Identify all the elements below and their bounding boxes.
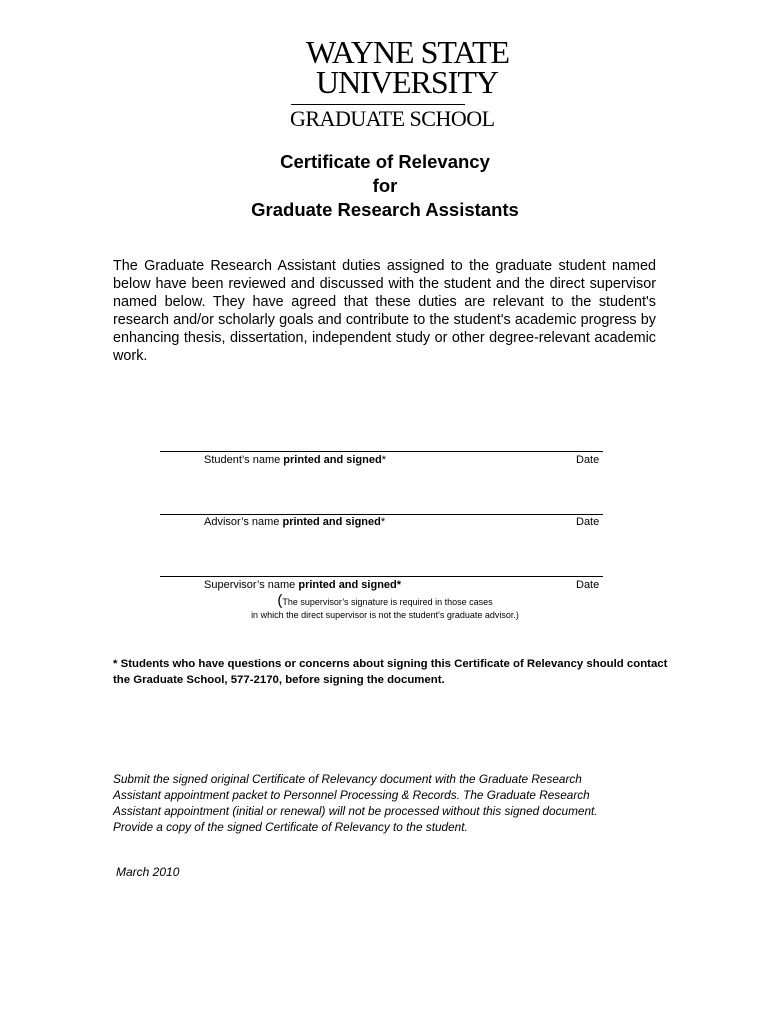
page-title-line-2: for — [372, 175, 398, 196]
submission-line-3: Assistant appointment (initial or renewal) will not be processed without this signed document. — [113, 804, 598, 818]
revision-date: March 2010 — [116, 865, 180, 879]
advisor-date-label: Date — [576, 516, 600, 528]
submission-line-1: Submit the signed original Certificate of Relevancy document with the Graduate Research — [113, 772, 582, 786]
student-date-label: Date — [576, 454, 600, 466]
supervisor-date-label: Date — [576, 579, 600, 591]
supervisor-note-line-1 — [0, 594, 770, 609]
page-title-line-3: Graduate Research Assistants — [251, 199, 519, 220]
logo-line-wayne-state: WAYNE STATE — [306, 34, 510, 70]
advisor-label-asterisk: * — [380, 516, 386, 528]
intro-paragraph: The Graduate Research Assistant duties assigned to the graduate student named below have been reviewed and discussed with the student and the direct supervisor named below. They have agreed that these duties are relevant to the student's research and/or scholarly goals and contribute to the student's academic progress by enhancing thesis, dissertation, independent study or other degree-relevant academic work. — [113, 258, 656, 365]
student-signature-label — [204, 453, 386, 467]
logo-divider — [291, 104, 465, 105]
supervisor-label-emphasis: printed and signed* — [298, 579, 402, 591]
advisor-signature-label — [204, 515, 385, 529]
note-open-paren: ( — [277, 592, 283, 609]
logo-line-graduate-school: GRADUATE SCHOOL — [290, 106, 495, 131]
advisor-label-prefix: Advisor’s name — [204, 516, 283, 528]
student-label-prefix: Student’s name — [204, 454, 284, 466]
student-label-asterisk: * — [381, 454, 386, 466]
submission-line-4: Provide a copy of the signed Certificate of Relevancy to the student. — [113, 820, 468, 834]
contact-warning: * Students who have questions or concerns about signing this Certificate of Relevancy should contact the Graduate School, 577-2170, before signing the document. — [113, 658, 668, 686]
submission-line-2: Assistant appointment packet to Personnel Processing & Records. The Graduate Research — [113, 788, 590, 802]
note-line-1-text: The supervisor’s signature is required in those cases — [282, 597, 493, 607]
university-logo — [286, 32, 510, 136]
supervisor-signature-label — [204, 578, 401, 592]
logo-line-university: UNIVERSITY — [316, 64, 498, 100]
submission-instructions — [113, 771, 673, 835]
advisor-label-emphasis: printed and signed — [282, 516, 381, 528]
supervisor-note-line-2: in which the direct supervisor is not the student's graduate advisor.) — [251, 610, 519, 620]
supervisor-label-prefix: Supervisor’s name — [204, 579, 299, 591]
supervisor-signature-line[interactable] — [160, 576, 603, 577]
student-signature-line[interactable] — [160, 451, 603, 452]
page-title-line-1: Certificate of Relevancy — [280, 151, 490, 172]
student-label-emphasis: printed and signed — [283, 454, 382, 466]
